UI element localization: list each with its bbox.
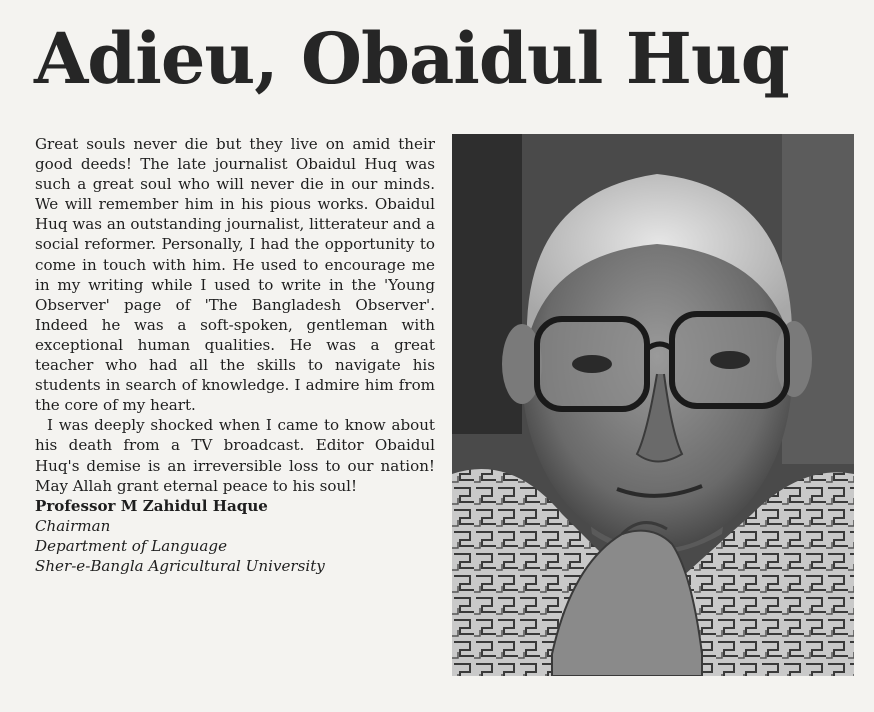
- paragraph-1: Great souls never die but they live on amid their good deeds! The late journalist Obaidul Huq was such a great soul who will never die in our minds. We will remember him in his pious works. Obaidul Huq was an outstanding journalist, litterateur and a social reformer. Personally, I had the opportunity to come in touch with him. He used to encourage me in my writing while I used to write in the 'Young Observer' page of 'The Bangladesh Observer'. Indeed he was a soft-spoken, gentleman with exceptional human qualities. He was a great teacher who had all the skills to navigate his students in search of knowledge. I admire him from the core of my heart.: [35, 135, 435, 415]
- headline: Adieu, Obaidul Huq: [34, 17, 789, 100]
- author-name: Professor M Zahidul Haque: [35, 496, 268, 515]
- author-title: Chairman: [35, 516, 111, 535]
- article-body: [35, 134, 435, 576]
- author-institution: Sher-e-Bangla Agricultural University: [35, 556, 325, 575]
- portrait-photo: [452, 134, 854, 676]
- author-department: Department of Language: [35, 536, 227, 555]
- paragraph-2: I was deeply shocked when I came to know about his death from a TV broadcast. Editor Obaidul Huq's demise is an irreversible loss to our nation! May Allah grant eternal peace to his soul!: [35, 416, 435, 495]
